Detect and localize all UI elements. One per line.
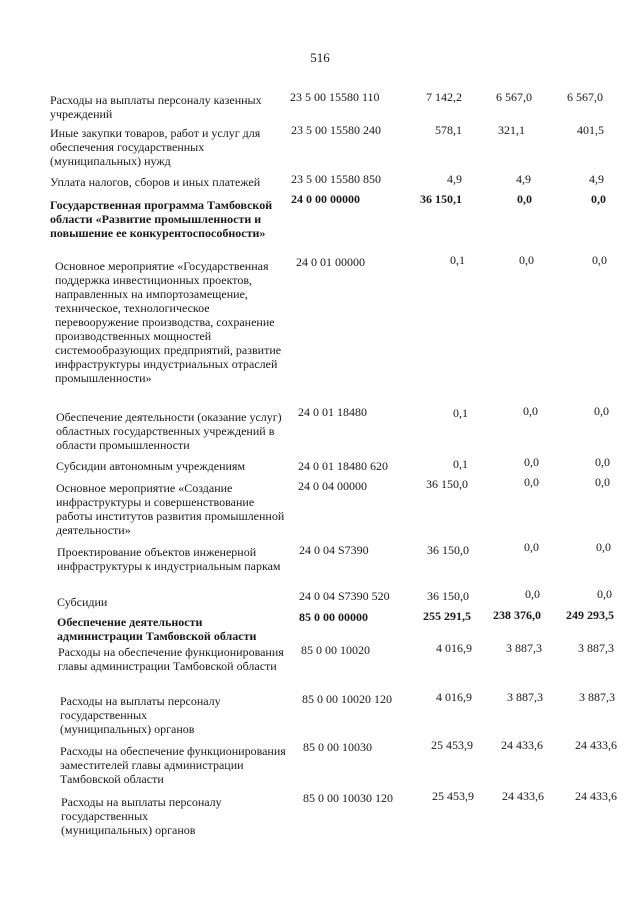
row-value-3: 24 433,6 xyxy=(575,738,617,752)
row-description: Проектирование объектов инженерной инфраструктуры к индустриальным паркам xyxy=(57,545,281,573)
row-value-3: 3 887,3 xyxy=(579,690,615,704)
row-value-2: 0,0 xyxy=(524,475,539,489)
row-code: 24 0 01 00000 xyxy=(296,255,365,269)
row-value-1: 7 142,2 xyxy=(426,90,462,104)
row-code: 24 0 00 00000 xyxy=(291,192,360,206)
row-value-1: 0,1 xyxy=(453,406,468,420)
row-value-2: 3 887,3 xyxy=(506,641,542,655)
row-code: 85 0 00 10030 120 xyxy=(303,791,393,805)
row-description: Уплата налогов, сборов и иных платежей xyxy=(50,175,261,189)
row-description: Основное мероприятие «Создание инфраструктуры и совершенствование работы институтов развития промышленной деятельности» xyxy=(56,481,285,537)
row-value-3: 6 567,0 xyxy=(567,90,603,104)
row-value-3: 0,0 xyxy=(596,540,611,554)
row-description: Иные закупки товаров, работ и услуг для обеспечения государственных (муниципальных) нужд xyxy=(50,126,261,168)
row-value-1: 578,1 xyxy=(435,123,462,137)
row-value-1: 0,1 xyxy=(450,253,465,267)
row-value-2: 0,0 xyxy=(523,404,538,418)
row-description: Субсидии автономным учреждениям xyxy=(56,459,246,473)
row-code: 23 5 00 15580 110 xyxy=(290,90,380,104)
row-value-2: 238 376,0 xyxy=(493,608,541,622)
row-value-2: 24 433,6 xyxy=(502,789,544,803)
row-code: 24 0 04 S7390 520 xyxy=(299,589,390,603)
row-value-3: 0,0 xyxy=(595,455,610,469)
row-description: Расходы на обеспечение функционирования главы администрации Тамбовской области xyxy=(58,645,284,673)
row-description: Расходы на выплаты персоналу казенных учреждений xyxy=(50,93,262,121)
row-value-1: 36 150,0 xyxy=(426,477,468,491)
row-value-3: 24 433,6 xyxy=(575,789,617,803)
row-value-2: 0,0 xyxy=(524,540,539,554)
row-description: Расходы на выплаты персоналу государственных (муниципальных) органов xyxy=(60,694,221,736)
row-description: Государственная программа Тамбовской области «Развитие промышленности и повышение ее конкурентоспособности» xyxy=(50,198,273,240)
row-code: 24 0 01 18480 xyxy=(298,405,367,419)
row-code: 85 0 00 10020 120 xyxy=(302,692,392,706)
row-code: 24 0 04 00000 xyxy=(298,479,367,493)
row-value-1: 36 150,1 xyxy=(420,192,462,206)
row-value-2: 321,1 xyxy=(498,123,525,137)
row-description: Расходы на выплаты персоналу государственных (муниципальных) органов xyxy=(61,795,222,837)
row-value-2: 0,0 xyxy=(524,455,539,469)
row-code: 85 0 00 10020 xyxy=(301,643,370,657)
row-code: 85 0 00 10030 xyxy=(303,740,372,754)
row-value-1: 36 150,0 xyxy=(427,589,469,603)
row-value-2: 0,0 xyxy=(519,253,534,267)
row-description: Субсидии xyxy=(57,595,108,609)
row-value-1: 4,9 xyxy=(447,172,462,186)
row-description: Основное мероприятие «Государственная поддержка инвестиционных проектов, направленных на импортозамещение, техническое, технологическое перевооружение производства, сохранение производственных мощностей системообразующих предприятий, развитие инфраструктуры индустриальных отраслей промышленности» xyxy=(55,259,282,385)
row-value-2: 24 433,6 xyxy=(501,738,543,752)
row-value-1: 25 453,9 xyxy=(432,789,474,803)
row-value-2: 0,0 xyxy=(525,587,540,601)
row-code: 23 5 00 15580 240 xyxy=(291,123,381,137)
row-value-3: 0,0 xyxy=(592,253,607,267)
row-value-1: 36 150,0 xyxy=(427,543,469,557)
row-code: 23 5 00 15580 850 xyxy=(291,172,381,186)
row-value-2: 4,9 xyxy=(516,172,531,186)
row-value-3: 401,5 xyxy=(577,123,604,137)
page-number: 516 xyxy=(310,50,330,65)
row-value-3: 0,0 xyxy=(591,192,606,206)
row-value-1: 255 291,5 xyxy=(423,609,471,623)
row-code: 24 0 01 18480 620 xyxy=(298,459,388,473)
row-value-3: 4,9 xyxy=(589,172,604,186)
row-value-1: 4 016,9 xyxy=(436,690,472,704)
row-value-2: 3 887,3 xyxy=(507,690,543,704)
row-code: 24 0 04 S7390 xyxy=(299,543,369,557)
row-value-2: 6 567,0 xyxy=(496,90,532,104)
row-value-1: 25 453,9 xyxy=(431,738,473,752)
row-value-3: 0,0 xyxy=(594,404,609,418)
row-value-1: 0,1 xyxy=(453,457,468,471)
row-description: Расходы на обеспечение функционирования заместителей главы администрации Тамбовской области xyxy=(60,744,286,786)
row-description: Обеспечение деятельности (оказание услуг) областных государственных учреждений в области промышленности xyxy=(56,410,282,452)
row-description: Обеспечение деятельности администрации Тамбовской области xyxy=(57,615,257,643)
row-value-3: 0,0 xyxy=(597,587,612,601)
row-value-2: 0,0 xyxy=(517,192,532,206)
row-value-1: 4 016,9 xyxy=(436,641,472,655)
row-code: 85 0 00 00000 xyxy=(299,610,368,624)
row-value-3: 249 293,5 xyxy=(566,608,614,622)
row-value-3: 3 887,3 xyxy=(578,641,614,655)
row-value-3: 0,0 xyxy=(595,475,610,489)
